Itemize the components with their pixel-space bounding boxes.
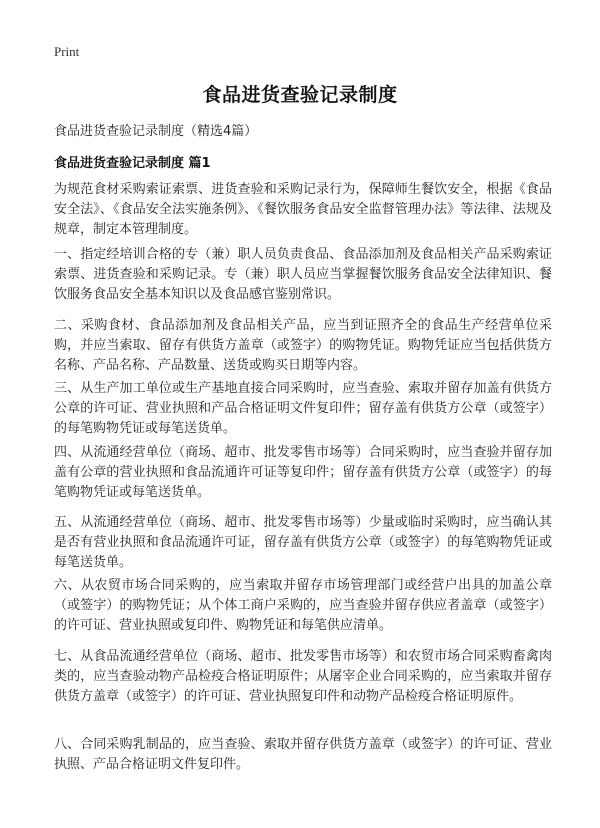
- paragraph-3: 三、从生产加工单位或生产基地直接合同采购时，应当查验、索取并留存加盖有供货方公章的许可证、营业执照和产品合格证明文件复印件；留存盖有供货方公章（或签字）的每笔购物凭证或每笔送货单。: [54, 381, 552, 436]
- paragraph-5: 五、从流通经营单位（商场、超市、批发零售市场等）少量或临时采购时，应当确认其是否有营业执照和食品流通许可证，留存盖有供货方公章（或签字）的每笔购物凭证或每笔送货单。: [54, 515, 552, 570]
- paragraph-intro: 为规范食材采购索证索票、进货查验和采购记录行为，保障师生餐饮安全，根据《食品安全法》、《食品安全法实施条例》、《餐饮服务食品安全监督管理办法》等法律、法规及规章，制定本管理制度。: [54, 182, 552, 237]
- document-title: 食品进货查验记录制度: [202, 84, 398, 106]
- print-link[interactable]: Print: [54, 44, 80, 59]
- paragraph-8: 八、合同采购乳制品的，应当查验、索取并留存供货方盖章（或签字）的许可证、营业执照、产品合格证明文件复印件。: [54, 737, 552, 772]
- paragraph-6: 六、从农贸市场合同采购的，应当索取并留存市场管理部门或经营户出具的加盖公章（或签字）的购物凭证；从个体工商户采购的，应当查验并留存供应者盖章（或签字）的许可证、营业执照或复印件、购物凭证和每笔供应清单。: [54, 578, 552, 633]
- paragraph-2: 二、采购食材、食品添加剂及食品相关产品，应当到证照齐全的食品生产经营单位采购，并应当索取、留存有供货方盖章（或签字）的购物凭证。购物凭证应当包括供货方名称、产品名称、产品数量、送货或购买日期等内容。: [54, 318, 552, 373]
- paragraph-7: 七、从食品流通经营单位（商场、超市、批发零售市场等）和农贸市场合同采购畜禽肉类的，应当查验动物产品检疫合格证明原件；从屠宰企业合同采购的，应当索取并留存供货方盖章（或签字）的许可证、营业执照复印件和动物产品检疫合格证明原件。: [54, 649, 552, 704]
- paragraph-4: 四、从流通经营单位（商场、超市、批发零售市场等）合同采购时，应当查验并留存加盖有公章的营业执照和食品流通许可证等复印件；留存盖有供货方公章（或签字）的每笔购物凭证或每笔送货单。: [54, 445, 552, 500]
- paragraph-1: 一、指定经培训合格的专（兼）职人员负责食品、食品添加剂及食品相关产品采购索证索票、进货查验和采购记录。专（兼）职人员应当掌握餐饮服务食品安全法律知识、餐饮服务食品安全基本知识以及食品感官鉴别常识。: [54, 247, 552, 302]
- section-heading: 食品进货查验记录制度 篇1: [54, 156, 211, 171]
- document-subtitle: 食品进货查验记录制度（精选4篇）: [54, 124, 258, 139]
